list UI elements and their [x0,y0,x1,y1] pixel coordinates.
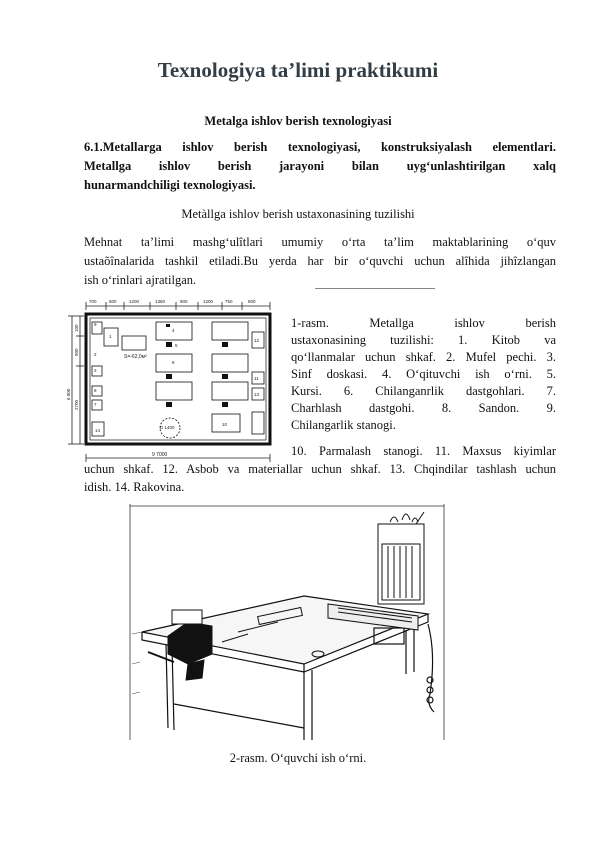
fig1-caption-line-9: uchun shkaf. 12. Asbob va materiallar uchun shkaf. 13. Chqindilar tashlash uchun [84,462,556,476]
area-label: S=-62,0м² [124,354,147,360]
plan-num-2: 2 [94,352,97,357]
dim-top-5: 900 [180,299,188,304]
plan-num-9: 9 [94,322,97,327]
plan-num-1: 1 [109,334,112,339]
dim-bottom: 9 7000 [152,452,168,458]
figure2-caption: 2-rasm. O‘quvchi ish o‘rni. [229,751,367,765]
dim-top-2: 600 [109,299,117,304]
fig1-caption-line-5: Kursi. 6. Chilanganrlik dastgohlari. 7. [291,384,556,398]
dim-top-7: 750 [225,299,233,304]
plan-num-5: 5 [175,343,178,348]
document-subtitle: Metalga ishlov berish texnologiyasi [204,114,392,128]
plan-num-6: 6 [172,360,175,365]
workshop-floor-plan [62,292,280,472]
tool-rack-icon [378,512,424,604]
section-title: Metàllga ishlov berish ustaxonasining tuzilishi [181,207,415,221]
page-title: Texnologiya ta’limi praktikumi [157,58,439,82]
dim-top-8: 800 [248,299,256,304]
plan-num-3: 3 [94,368,97,373]
plan-num-8: 8 [94,388,97,393]
plan-num-11: 11 [254,376,259,381]
fig1-caption-line-2: ustaxonasining tuzilishi: 1. Kitob va [291,333,556,347]
fig1-caption-line-8: 10. Parmalash stanogi. 11. Maxsus kiyimlar [291,444,556,458]
paragraph-line-3: ish o‘rinlari ajratilgan. [84,273,197,287]
dim-top-6: 1200 [203,299,214,304]
dim-side-3: 2700 [74,399,79,410]
dim-side-1: 100 [74,324,79,332]
fig1-caption-line-3: qo‘llanmalar uchun shkaf. 2. Mufel pechi. 3. [291,350,556,364]
circle-label: D 1400 [160,425,175,430]
underline-rule [315,288,435,289]
plan-num-12: 12 [254,338,260,343]
plan-num-7: 7 [94,402,97,407]
plan-num-4: 4 [172,328,175,333]
heading-line-3: hunarmandchiligi texnologiyasi. [84,178,256,192]
dim-top-3: 1200 [129,299,140,304]
fig1-caption-line-10: idish. 14. Rakovina. [84,480,185,494]
fig1-caption-line-4: Sinf doskasi. 4. O‘qituvchi ish o‘rni. 5. [291,367,556,381]
heading-line-1: 6.1.Metallarga ishlov berish texnologiyasi, konstruksiyalash elementlari. [84,140,556,154]
fig1-caption-line-6: Charhlash dastgohi. 8. Sandon. 9. [291,401,556,415]
plan-num-13: 13 [254,392,260,397]
plan-num-10: 10 [222,422,228,427]
paragraph-line-2: ustaõînalarida tashkil etiladi.Bu yerda har bir o‘quvchi uchun alîhida jihîzlangan [84,254,556,268]
paragraph-line-1: Mehnat ta’limi mashg‘ulîtlari umumiy o‘rta ta’lim maktablarining o‘quv [84,235,556,249]
student-workbench-illustration [128,504,446,740]
fig1-caption-line-1: 1-rasm. Metallga ishlov berish [291,316,556,330]
plan-num-14: 14 [95,428,101,433]
dim-top-4: 1360 [155,299,166,304]
dim-side-total: 6 000 [66,388,71,400]
dim-top-1: 700 [89,299,97,304]
heading-line-2: Metallga ishlov berish jarayoni bilan uyg‘unlashtirilgan xalq [84,159,556,173]
fig1-caption-line-7: Chilangarlik stanogi. [291,418,396,432]
bench-vise-icon [148,610,212,680]
dim-side-2: 900 [74,348,79,356]
